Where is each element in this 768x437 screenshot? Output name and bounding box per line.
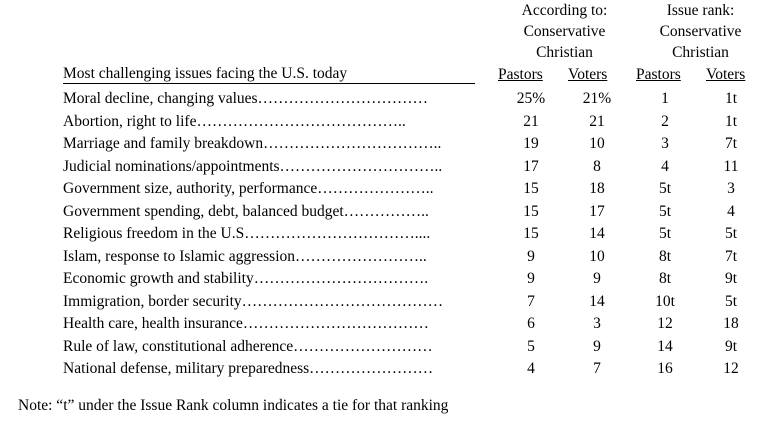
header-line: Issue rank: xyxy=(666,2,735,19)
pastors-percent: 15 xyxy=(523,225,539,242)
pastors-rank: 14 xyxy=(657,337,673,355)
table-row xyxy=(0,291,768,314)
voters-rank: 9t xyxy=(724,270,738,287)
pastors-percent: 21 xyxy=(523,112,539,130)
issue-label: National defense, military preparedness…………………… xyxy=(63,360,434,377)
voters-rank: 12 xyxy=(723,360,739,377)
column-header-rank-pastors: Pastors xyxy=(636,66,681,83)
table-row xyxy=(0,313,768,336)
pastors-rank: 8t xyxy=(658,270,672,287)
issue-label: Government spending, debt, balanced budget…………….. xyxy=(63,202,429,220)
header-according-to xyxy=(497,0,632,63)
header-line: Christian xyxy=(672,44,729,61)
pastors-rank: 4 xyxy=(661,157,669,175)
issue-label: Immigration, border security………………………………… xyxy=(63,292,444,310)
pastors-percent: 17 xyxy=(523,157,539,175)
column-header-pastors: Pastors xyxy=(498,66,543,83)
issue-label: Economic growth and stability……………………………. xyxy=(63,270,429,287)
voters-percent: 9 xyxy=(593,337,601,355)
table-row xyxy=(0,268,768,291)
issue-label: Health care, health insurance……………………………… xyxy=(63,315,429,332)
table-row xyxy=(0,156,768,179)
pastors-percent: 4 xyxy=(527,360,535,377)
voters-rank: 7t xyxy=(724,135,738,152)
voters-rank: 5t xyxy=(724,225,738,242)
voters-percent: 14 xyxy=(589,225,605,242)
voters-rank: 5t xyxy=(724,292,738,310)
footnote: Note: “t” under the Issue Rank column indicates a tie for that ranking xyxy=(18,397,449,414)
table-row xyxy=(0,111,768,134)
issue-label: Religious freedom in the U.S…………………………….... xyxy=(63,225,431,242)
table-row xyxy=(0,201,768,224)
table-row xyxy=(0,336,768,359)
voters-rank: 1t xyxy=(724,90,738,107)
table-row xyxy=(0,223,768,246)
voters-percent: 14 xyxy=(589,292,605,310)
issue-label: Rule of law, constitutional adherence……………………… xyxy=(63,337,433,355)
table-row xyxy=(0,88,768,111)
issues-table xyxy=(0,88,768,381)
pastors-rank: 2 xyxy=(661,112,669,130)
voters-percent: 18 xyxy=(589,180,605,197)
column-header-issues: Most challenging issues facing the U.S. today xyxy=(63,64,475,84)
voters-rank: 1t xyxy=(724,112,738,130)
pastors-percent: 19 xyxy=(523,135,539,152)
pastors-percent: 25% xyxy=(516,90,546,107)
issue-label: Moral decline, changing values…………………………… xyxy=(63,90,429,107)
voters-percent: 7 xyxy=(593,360,601,377)
table-row xyxy=(0,246,768,269)
table-row xyxy=(0,133,768,156)
voters-percent: 21 xyxy=(589,112,605,130)
issue-label: Islam, response to Islamic aggression…………………….. xyxy=(63,247,427,265)
voters-rank: 18 xyxy=(723,315,739,332)
pastors-percent: 5 xyxy=(527,337,535,355)
pastors-rank: 5t xyxy=(658,225,672,242)
voters-percent: 21% xyxy=(582,90,612,107)
issue-label: Government size, authority, performance………………….. xyxy=(63,180,434,197)
pastors-percent: 9 xyxy=(527,270,535,287)
header-line: Christian xyxy=(536,44,593,61)
voters-rank: 11 xyxy=(723,157,739,175)
voters-rank: 9t xyxy=(724,337,738,355)
voters-rank: 3 xyxy=(727,180,735,197)
table-row xyxy=(0,178,768,201)
voters-rank: 7t xyxy=(724,247,738,265)
pastors-percent: 9 xyxy=(527,247,535,265)
header-line: According to: xyxy=(521,2,608,19)
header-line: Conservative xyxy=(659,23,742,40)
issue-label: Judicial nominations/appointments………………………….. xyxy=(63,157,443,175)
voters-percent: 8 xyxy=(593,157,601,175)
pastors-rank: 8t xyxy=(658,247,672,265)
pastors-percent: 6 xyxy=(527,315,535,332)
header-issue-rank xyxy=(633,0,768,63)
pastors-percent: 15 xyxy=(523,202,539,220)
column-header-rank-voters: Voters xyxy=(706,66,746,83)
issue-label: Marriage and family breakdown…………………………….. xyxy=(63,135,442,152)
voters-percent: 9 xyxy=(593,270,601,287)
voters-percent: 17 xyxy=(589,202,605,220)
pastors-rank: 5t xyxy=(658,202,672,220)
voters-percent: 3 xyxy=(593,315,601,332)
pastors-rank: 3 xyxy=(661,135,669,152)
voters-percent: 10 xyxy=(589,247,605,265)
issue-label: Abortion, right to life………………………………….. xyxy=(63,112,406,130)
pastors-rank: 12 xyxy=(657,315,673,332)
pastors-rank: 16 xyxy=(657,360,673,377)
pastors-rank: 5t xyxy=(658,180,672,197)
column-header-voters: Voters xyxy=(568,66,608,83)
pastors-rank: 10t xyxy=(655,292,675,310)
voters-rank: 4 xyxy=(727,202,735,220)
pastors-percent: 15 xyxy=(523,180,539,197)
pastors-percent: 7 xyxy=(527,292,535,310)
table-row xyxy=(0,358,768,381)
header-line: Conservative xyxy=(523,23,606,40)
voters-percent: 10 xyxy=(589,135,605,152)
pastors-rank: 1 xyxy=(661,90,669,107)
